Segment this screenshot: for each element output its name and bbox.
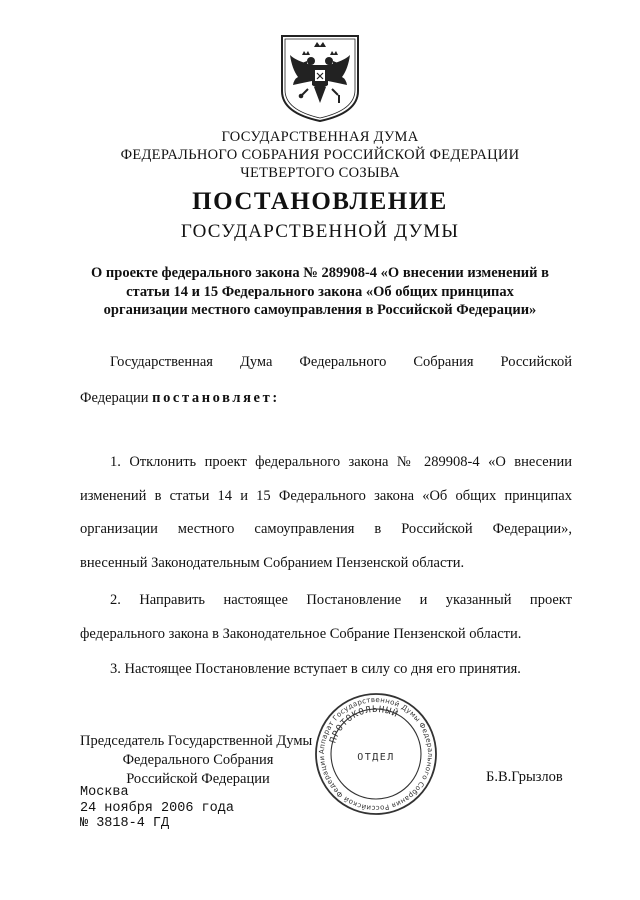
signer-position-line-3: Российской Федерации (126, 771, 270, 787)
header-line-2: ФЕДЕРАЛЬНОГО СОБРАНИЯ РОССИЙСКОЙ ФЕДЕРАЦИИ (120, 147, 520, 163)
double-headed-eagle-icon (278, 33, 362, 123)
state-emblem (278, 33, 362, 123)
subject-line-1: О проекте федерального закона № 289908-4 «О внесении изменений в (91, 265, 549, 281)
item-1-line-1: 1. Отклонить проект федерального закона № 289908-4 «О внесении (110, 454, 572, 470)
document-title: ПОСТАНОВЛЕНИЕ (192, 188, 448, 215)
signer-position-line-1: Председатель Государственной Думы (80, 733, 313, 749)
round-stamp-icon (312, 690, 440, 818)
issuer-header (0, 128, 640, 182)
subject-line-3: организации местного самоуправления в Российской Федерации» (103, 302, 537, 318)
subject-line-2: статьи 14 и 15 Федерального закона «Об общих принципах (126, 283, 514, 300)
meta-number: № 3818-4 ГД (80, 816, 170, 831)
preamble-line-2 (80, 390, 280, 407)
signature-block (80, 732, 316, 789)
signer-name: Б.В.Грызлов (486, 769, 563, 785)
document-subtitle: ГОСУДАРСТВЕННОЙ ДУМЫ (180, 221, 460, 242)
item-1-line-3: организации местного самоуправления в Российской Федерации», (80, 521, 572, 537)
preamble-line-1: Государственная Дума Федерального Собрания Российской (110, 354, 572, 370)
stamp-outer-text: Аппарат Государственной Думы Федерального Собрания Российской Федерации (317, 695, 435, 813)
stamp-center-text: ОТДЕЛ (357, 752, 395, 763)
header-line-1: ГОСУДАРСТВЕННАЯ ДУМА (221, 129, 419, 145)
protocol-department-stamp (312, 690, 440, 818)
signer-position-line-2: Федерального Собрания (122, 752, 274, 768)
svg-text:ПРОТОКОЛЬНЫЙ (329, 705, 401, 745)
meta-date: 24 ноября 2006 года (80, 800, 234, 816)
document-meta (80, 785, 234, 832)
stamp-arc-text: ПРОТОКОЛЬНЫЙ (328, 704, 400, 745)
item-1-line-2: изменений в статьи 14 и 15 Федерального закона «Об общих принципах (80, 488, 572, 504)
meta-city: Москва (80, 785, 129, 800)
item-1-line-4: внесенный Законодательным Собранием Пензенской области. (80, 555, 465, 571)
header-line-3: ЧЕТВЕРТОГО СОЗЫВА (240, 165, 400, 181)
item-2-line-1: 2. Направить настоящее Постановление и указанный проект (110, 592, 572, 608)
item-3-line-1: 3. Настоящее Постановление вступает в силу со дня его принятия. (110, 661, 521, 677)
document-subject (70, 264, 570, 320)
item-2-line-2: федерального закона в Законодательное Собрание Пензенской области. (80, 626, 522, 642)
preamble-federation: Федерации (80, 390, 149, 406)
preamble-resolves: постановляет: (152, 390, 280, 406)
